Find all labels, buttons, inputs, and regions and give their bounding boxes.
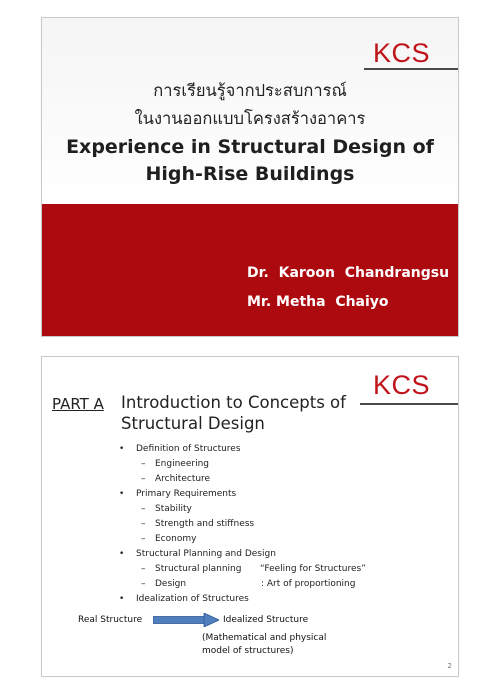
sub-bullet-stability: – Stability — [155, 504, 192, 514]
kcs-logo: KCS — [373, 38, 431, 68]
bullet-idealization: • Idealization of Structures — [136, 594, 249, 604]
kcs-logo: KCS — [373, 370, 431, 400]
bullet-primary-requirements: • Primary Requirements — [136, 489, 236, 499]
slide-title-line-2: Structural Design — [121, 414, 265, 433]
author-2: Mr. Metha Chaiyo — [247, 294, 389, 310]
thai-title-line-1: การเรียนรู้จากประสบการณ์ — [153, 81, 347, 100]
logo-underline — [360, 403, 458, 405]
english-title-line-1: Experience in Structural Design of — [66, 136, 434, 158]
note-art-of-proportioning: : Art of proportioning — [261, 579, 356, 589]
bullet-planning-design: • Structural Planning and Design — [136, 549, 276, 559]
author-1: Dr. Karoon Chandrangsu — [247, 265, 450, 281]
sub-bullet-engineering: – Engineering — [155, 459, 209, 469]
note-feeling-for-structures: “Feeling for Structures” — [260, 564, 366, 574]
slide-title-line-1: Introduction to Concepts of — [121, 393, 346, 412]
thai-title-line-2: ในงานออกแบบโครงสร้างอาคาร — [134, 109, 366, 128]
sub-bullet-structural-planning: – Structural planning — [155, 564, 241, 574]
flow-real-structure: Real Structure — [78, 615, 143, 625]
logo-underline — [364, 68, 458, 70]
content-slide — [41, 356, 459, 677]
flow-detail-line-2: model of structures) — [202, 646, 294, 656]
sub-bullet-architecture: – Architecture — [155, 474, 210, 484]
sub-bullet-strength: – Strength and stiffness — [155, 519, 254, 529]
title-red-band — [42, 204, 458, 336]
sub-bullet-design: – Design — [155, 579, 186, 589]
flow-idealized-structure: Idealized Structure — [223, 615, 309, 625]
bullet-definition: • Definition of Structures — [136, 444, 241, 454]
sub-bullet-economy: – Economy — [155, 534, 196, 544]
english-title-line-2: High-Rise Buildings — [145, 163, 355, 185]
title-slide — [41, 17, 459, 337]
arrow-right-icon — [153, 613, 219, 627]
page-number: 2 — [447, 662, 452, 670]
flow-detail-line-1: (Mathematical and physical — [202, 633, 327, 643]
part-label: PART A — [52, 395, 104, 413]
